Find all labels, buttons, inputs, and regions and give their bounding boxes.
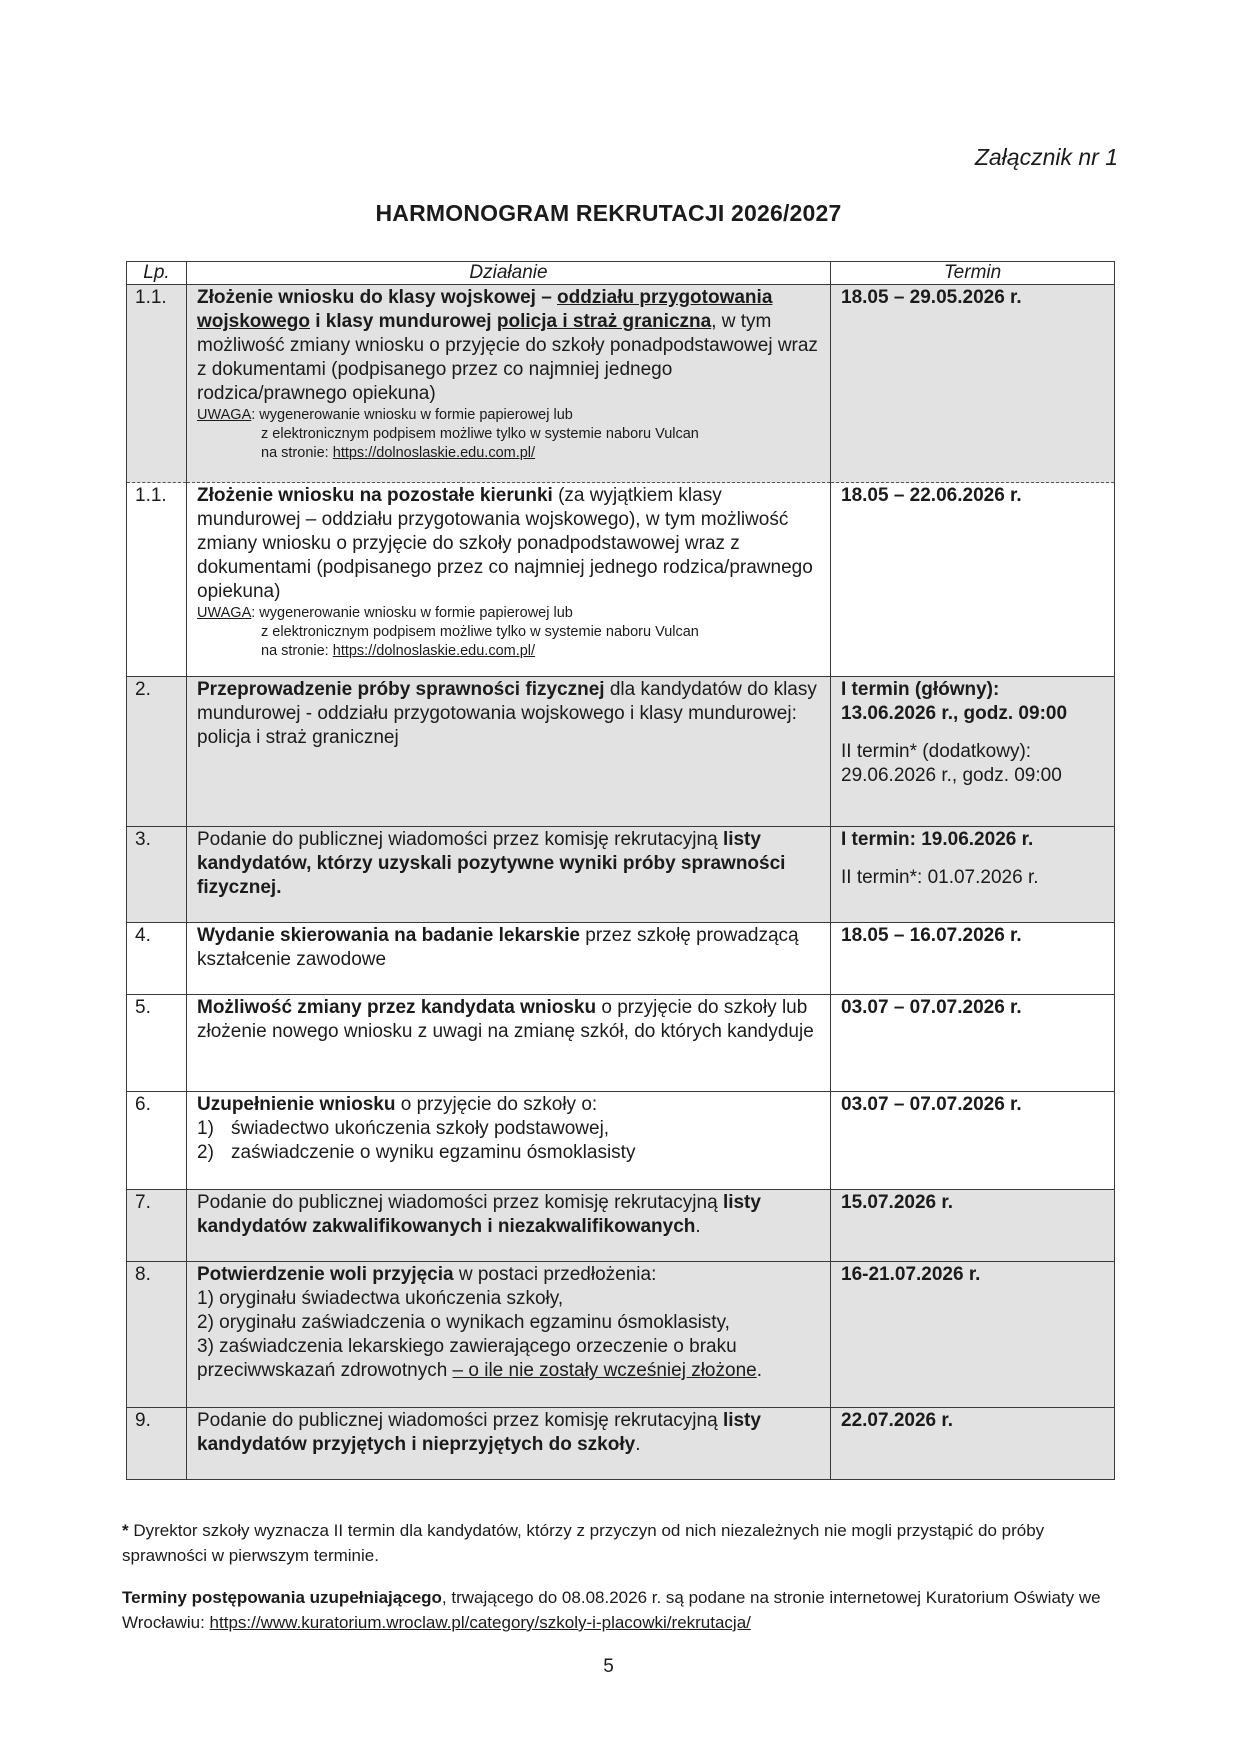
footnote-text: Dyrektor szkoły wyznacza II termin dla kandydatów, którzy z przyczyn od nich niezależnych nie mogli przystąpić do próby sprawności w pierwszym terminie.: [122, 1521, 1045, 1565]
action-text: o przyjęcie do szkoły o:: [395, 1094, 598, 1115]
table-row: [127, 483, 1115, 677]
row-action: [187, 923, 831, 995]
action-bold: Potwierdzenie woli przyjęcia: [197, 1264, 454, 1285]
row-lp: 9.: [127, 1408, 187, 1480]
table-row: [127, 1092, 1115, 1190]
action-text: Podanie do publicznej wiadomości przez komisję rekrutacyjną: [197, 1410, 723, 1431]
row-action: [187, 483, 831, 677]
action-text: przez szkołę prowadzącą kształcenie zawodowe: [197, 925, 799, 970]
note: [197, 406, 820, 463]
action-text: w postaci przedłożenia:: [453, 1264, 657, 1285]
header-action: Działanie: [187, 262, 831, 285]
list-item: 3) zaświadczenia lekarskiego zawierającego orzeczenie o braku: [197, 1336, 737, 1357]
footnote: [122, 1518, 1120, 1568]
action-bold: listy kandydatów zakwalifikowanych i niezakwalifikowanych: [197, 1192, 761, 1237]
row-action: [187, 285, 831, 483]
row-term: 03.07 – 07.07.2026 r.: [831, 995, 1115, 1092]
row-term: 22.07.2026 r.: [831, 1408, 1115, 1480]
supplementary-note: [122, 1585, 1120, 1635]
action-text: Podanie do publicznej wiadomości przez komisję rekrutacyjną: [197, 829, 723, 850]
kuratorium-link[interactable]: https://www.kuratorium.wroclaw.pl/category/szkoly-i-placowki/rekrutacja/: [209, 1613, 751, 1632]
note-label: UWAGA: [197, 605, 252, 621]
row-lp: 4.: [127, 923, 187, 995]
page-number: 5: [603, 1656, 614, 1677]
supplementary-text: , trwającego do 08.08.2026 r. są podane na stronie internetowej Kuratorium Oświaty we Wrocławiu:: [122, 1588, 1101, 1632]
action-text: , w tym możliwość zmiany wniosku o przyjęcie do szkoły ponadpodstawowej wraz z dokumentami (podpisanego przez co najmniej jednego rodzica/prawnego opiekuna): [197, 311, 818, 404]
header-lp: Lp.: [127, 262, 187, 285]
row-term: 03.07 – 07.07.2026 r.: [831, 1092, 1115, 1190]
table-row: [127, 827, 1115, 923]
row-action: [187, 827, 831, 923]
action-text: (za wyjątkiem klasy mundurowej – oddziału przygotowania wojskowego), w tym możliwość zmiany wniosku o przyjęcie do szkoły ponadpodstawowej wraz z dokumentami (podpisanego przez co najmniej jednego rodzica/prawnego opiekuna): [197, 485, 813, 602]
action-text: o przyjęcie do szkoły lub złożenie nowego wniosku z uwagi na zmianę szkół, do których kandyduje: [197, 997, 814, 1042]
row-action: [187, 995, 831, 1092]
row-lp: 2.: [127, 677, 187, 827]
list-item: przeciwwskazań zdrowotnych – o ile nie zostały wcześniej złożone.: [197, 1360, 762, 1381]
action-bold: Możliwość zmiany przez kandydata wniosku: [197, 997, 597, 1018]
note-label: UWAGA: [197, 407, 252, 423]
note-link[interactable]: https://dolnoslaskie.edu.com.pl/: [332, 643, 536, 659]
note-text: na stronie:: [261, 643, 333, 659]
supplementary-bold: Terminy postępowania uzupełniającego: [122, 1588, 442, 1607]
action-bold-underlined: policja i straż graniczna: [496, 311, 712, 332]
row-lp: 8.: [127, 1262, 187, 1408]
list-item: 1) świadectwo ukończenia szkoły podstawowej,: [197, 1118, 610, 1139]
action-text: .: [635, 1434, 641, 1455]
term1: I termin: 19.06.2026 r.: [841, 829, 1034, 850]
note-text: z elektronicznym podpisem możliwe tylko w systemie naboru Vulcan: [261, 624, 699, 640]
term2-label: II termin* (dodatkowy):: [841, 741, 1032, 762]
row-term: 18.05 – 29.05.2026 r.: [831, 285, 1115, 483]
action-bold: Wydanie skierowania na badanie lekarskie: [197, 925, 580, 946]
row-term: [831, 827, 1115, 923]
row-term: 15.07.2026 r.: [831, 1190, 1115, 1262]
row-lp: 3.: [127, 827, 187, 923]
action-bold: Złożenie wniosku do klasy wojskowej –: [197, 287, 558, 308]
action-bold: listy kandydatów, którzy uzyskali pozytywne wyniki próby sprawności fizycznej.: [197, 829, 786, 898]
term1-label: I termin (główny):: [841, 679, 1000, 700]
action-text: .: [695, 1216, 701, 1237]
action-text: dla kandydatów do klasy mundurowej - oddziału przygotowania wojskowego i klasy mundurowej: policja i straż granicznej: [197, 679, 817, 748]
term2-date: 29.06.2026 r., godz. 09:00: [841, 765, 1062, 786]
row-action: [187, 677, 831, 827]
action-bold-underlined: oddziału przygotowania wojskowego: [197, 287, 773, 332]
footnote-star: *: [122, 1521, 129, 1540]
note-link[interactable]: https://dolnoslaskie.edu.com.pl/: [332, 445, 536, 461]
row-term: 18.05 – 22.06.2026 r.: [831, 483, 1115, 677]
row-term: 18.05 – 16.07.2026 r.: [831, 923, 1115, 995]
note-text: z elektronicznym podpisem możliwe tylko w systemie naboru Vulcan: [261, 426, 699, 442]
action-bold: i klasy mundurowej: [309, 311, 497, 332]
action-bold: Złożenie wniosku na pozostałe kierunki: [197, 485, 553, 506]
table-row: [127, 995, 1115, 1092]
note-text: : wygenerowanie wniosku w formie papierowej lub: [251, 605, 573, 621]
row-lp: 6.: [127, 1092, 187, 1190]
annex-label: Załącznik nr 1: [974, 144, 1118, 170]
table-row: [127, 1190, 1115, 1262]
header-term: Termin: [831, 262, 1115, 285]
list-item: 2) oryginału zaświadczenia o wynikach egzaminu ósmoklasisty,: [197, 1312, 730, 1333]
row-term: 16-21.07.2026 r.: [831, 1262, 1115, 1408]
row-lp: 5.: [127, 995, 187, 1092]
table-header-row: [127, 262, 1115, 285]
row-lp: 1.1.: [127, 483, 187, 677]
schedule-table: [126, 261, 1115, 1480]
row-lp: 7.: [127, 1190, 187, 1262]
row-action: [187, 1092, 831, 1190]
note: [197, 604, 820, 661]
row-action: [187, 1262, 831, 1408]
table-row: [127, 677, 1115, 827]
row-action: [187, 1190, 831, 1262]
note-text: : wygenerowanie wniosku w formie papierowej lub: [251, 407, 573, 423]
action-bold: Uzupełnienie wniosku: [197, 1094, 396, 1115]
row-term: [831, 677, 1115, 827]
table-row: [127, 1262, 1115, 1408]
action-bold: Przeprowadzenie próby sprawności fizycznej: [197, 679, 605, 700]
action-text: Podanie do publicznej wiadomości przez komisję rekrutacyjną: [197, 1192, 723, 1213]
term1-date: 13.06.2026 r., godz. 09:00: [841, 703, 1068, 724]
table-row: [127, 923, 1115, 995]
term2: II termin*: 01.07.2026 r.: [841, 867, 1039, 888]
list-item: 2) zaświadczenie o wyniku egzaminu ósmoklasisty: [197, 1142, 636, 1163]
table-row: [127, 285, 1115, 483]
action-bold: listy kandydatów przyjętych i nieprzyjętych do szkoły: [197, 1410, 761, 1455]
row-lp: 1.1.: [127, 285, 187, 483]
table-row: [127, 1408, 1115, 1480]
document-title: HARMONOGRAM REKRUTACJI 2026/2027: [375, 200, 842, 226]
list-item: 1) oryginału świadectwa ukończenia szkoły,: [197, 1288, 564, 1309]
row-action: [187, 1408, 831, 1480]
note-text: na stronie:: [261, 445, 333, 461]
